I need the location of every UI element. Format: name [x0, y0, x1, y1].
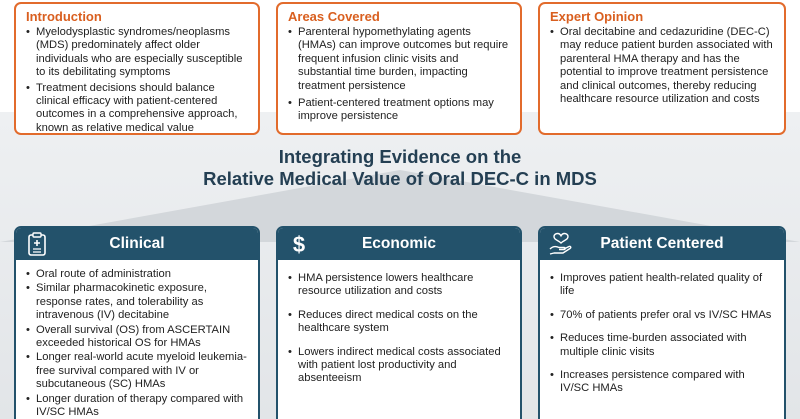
heart-hand-icon	[548, 232, 574, 256]
list-item: • Myelodysplastic syndromes/neoplasms (MDS) predominately affect older individuals who are especially susceptible to its debilitating symptoms	[26, 26, 248, 80]
clinical-column	[14, 226, 260, 419]
patient-centered-column	[538, 226, 786, 419]
title-line-2: Relative Medical Value of Oral DEC-C in MDS	[203, 168, 597, 189]
dollar-icon	[286, 232, 312, 256]
list-item: • Oral route of administration	[26, 268, 248, 281]
list-item: • 70% of patients prefer oral vs IV/SC HMAs	[550, 309, 774, 322]
economic-heading: Economic	[361, 235, 437, 252]
clinical-heading: Clinical	[109, 235, 165, 252]
list-item: • Patient-centered treatment options may improve persistence	[288, 97, 510, 124]
economic-header	[278, 228, 520, 260]
title-line-1: Integrating Evidence on the	[278, 146, 522, 167]
clipboard-icon	[24, 232, 50, 256]
economic-column	[276, 226, 522, 419]
page-title	[0, 146, 800, 190]
expert-opinion-title: Expert Opinion	[550, 9, 644, 24]
list-item: • Treatment decisions should balance clinical efficacy with patient-centered outcomes in a comprehensive approach, known as relative medical value	[26, 82, 248, 136]
areas-covered-list	[288, 26, 510, 124]
clinical-header	[16, 228, 258, 260]
areas-covered-box	[276, 2, 522, 135]
list-item: • HMA persistence lowers healthcare resource utilization and costs	[288, 272, 510, 299]
list-item: • Similar pharmacokinetic exposure, response rates, and tolerability as intravenous (IV) decitabine	[26, 282, 248, 322]
economic-list	[278, 260, 520, 386]
list-item: • Reduces time-burden associated with multiple clinic visits	[550, 332, 774, 359]
patient-centered-header	[540, 228, 784, 260]
list-item: • Increases persistence compared with IV/SC HMAs	[550, 369, 774, 396]
list-item: • Longer duration of therapy compared with IV/SC HMAs	[26, 393, 248, 419]
list-item: • Reduces direct medical costs on the healthcare system	[288, 309, 510, 336]
expert-opinion-box	[538, 2, 786, 135]
introduction-list	[26, 26, 248, 135]
introduction-title: Introduction	[26, 9, 102, 24]
list-item: • Overall survival (OS) from ASCERTAIN exceeded historical OS for HMAs	[26, 324, 248, 351]
list-item: • Lowers indirect medical costs associated with patient lost productivity and absenteeism	[288, 346, 510, 386]
list-item: • Parenteral hypomethylating agents (HMAs) can improve outcomes but require frequent infusion clinic visits and substantial time burden, impacting treatment persistence	[288, 26, 510, 93]
introduction-box	[14, 2, 260, 135]
patient-centered-list	[540, 260, 784, 396]
list-item: • Longer real-world acute myeloid leukemia-free survival compared with IV or subcutaneous (SC) HMAs	[26, 351, 248, 391]
areas-covered-title: Areas Covered	[288, 9, 380, 24]
clinical-list	[16, 260, 258, 419]
list-item: • Oral decitabine and cedazuridine (DEC-C) may reduce patient burden associated with parenteral HMA therapy and has the potential to improve treatment persistence and clinical outcomes, thereby reducing healthcare resource utilization and costs	[550, 26, 774, 106]
patient-centered-heading: Patient Centered	[600, 235, 724, 252]
svg-text:$: $	[292, 232, 306, 256]
expert-opinion-list	[550, 26, 774, 106]
list-item: • Improves patient health-related quality of life	[550, 272, 774, 299]
